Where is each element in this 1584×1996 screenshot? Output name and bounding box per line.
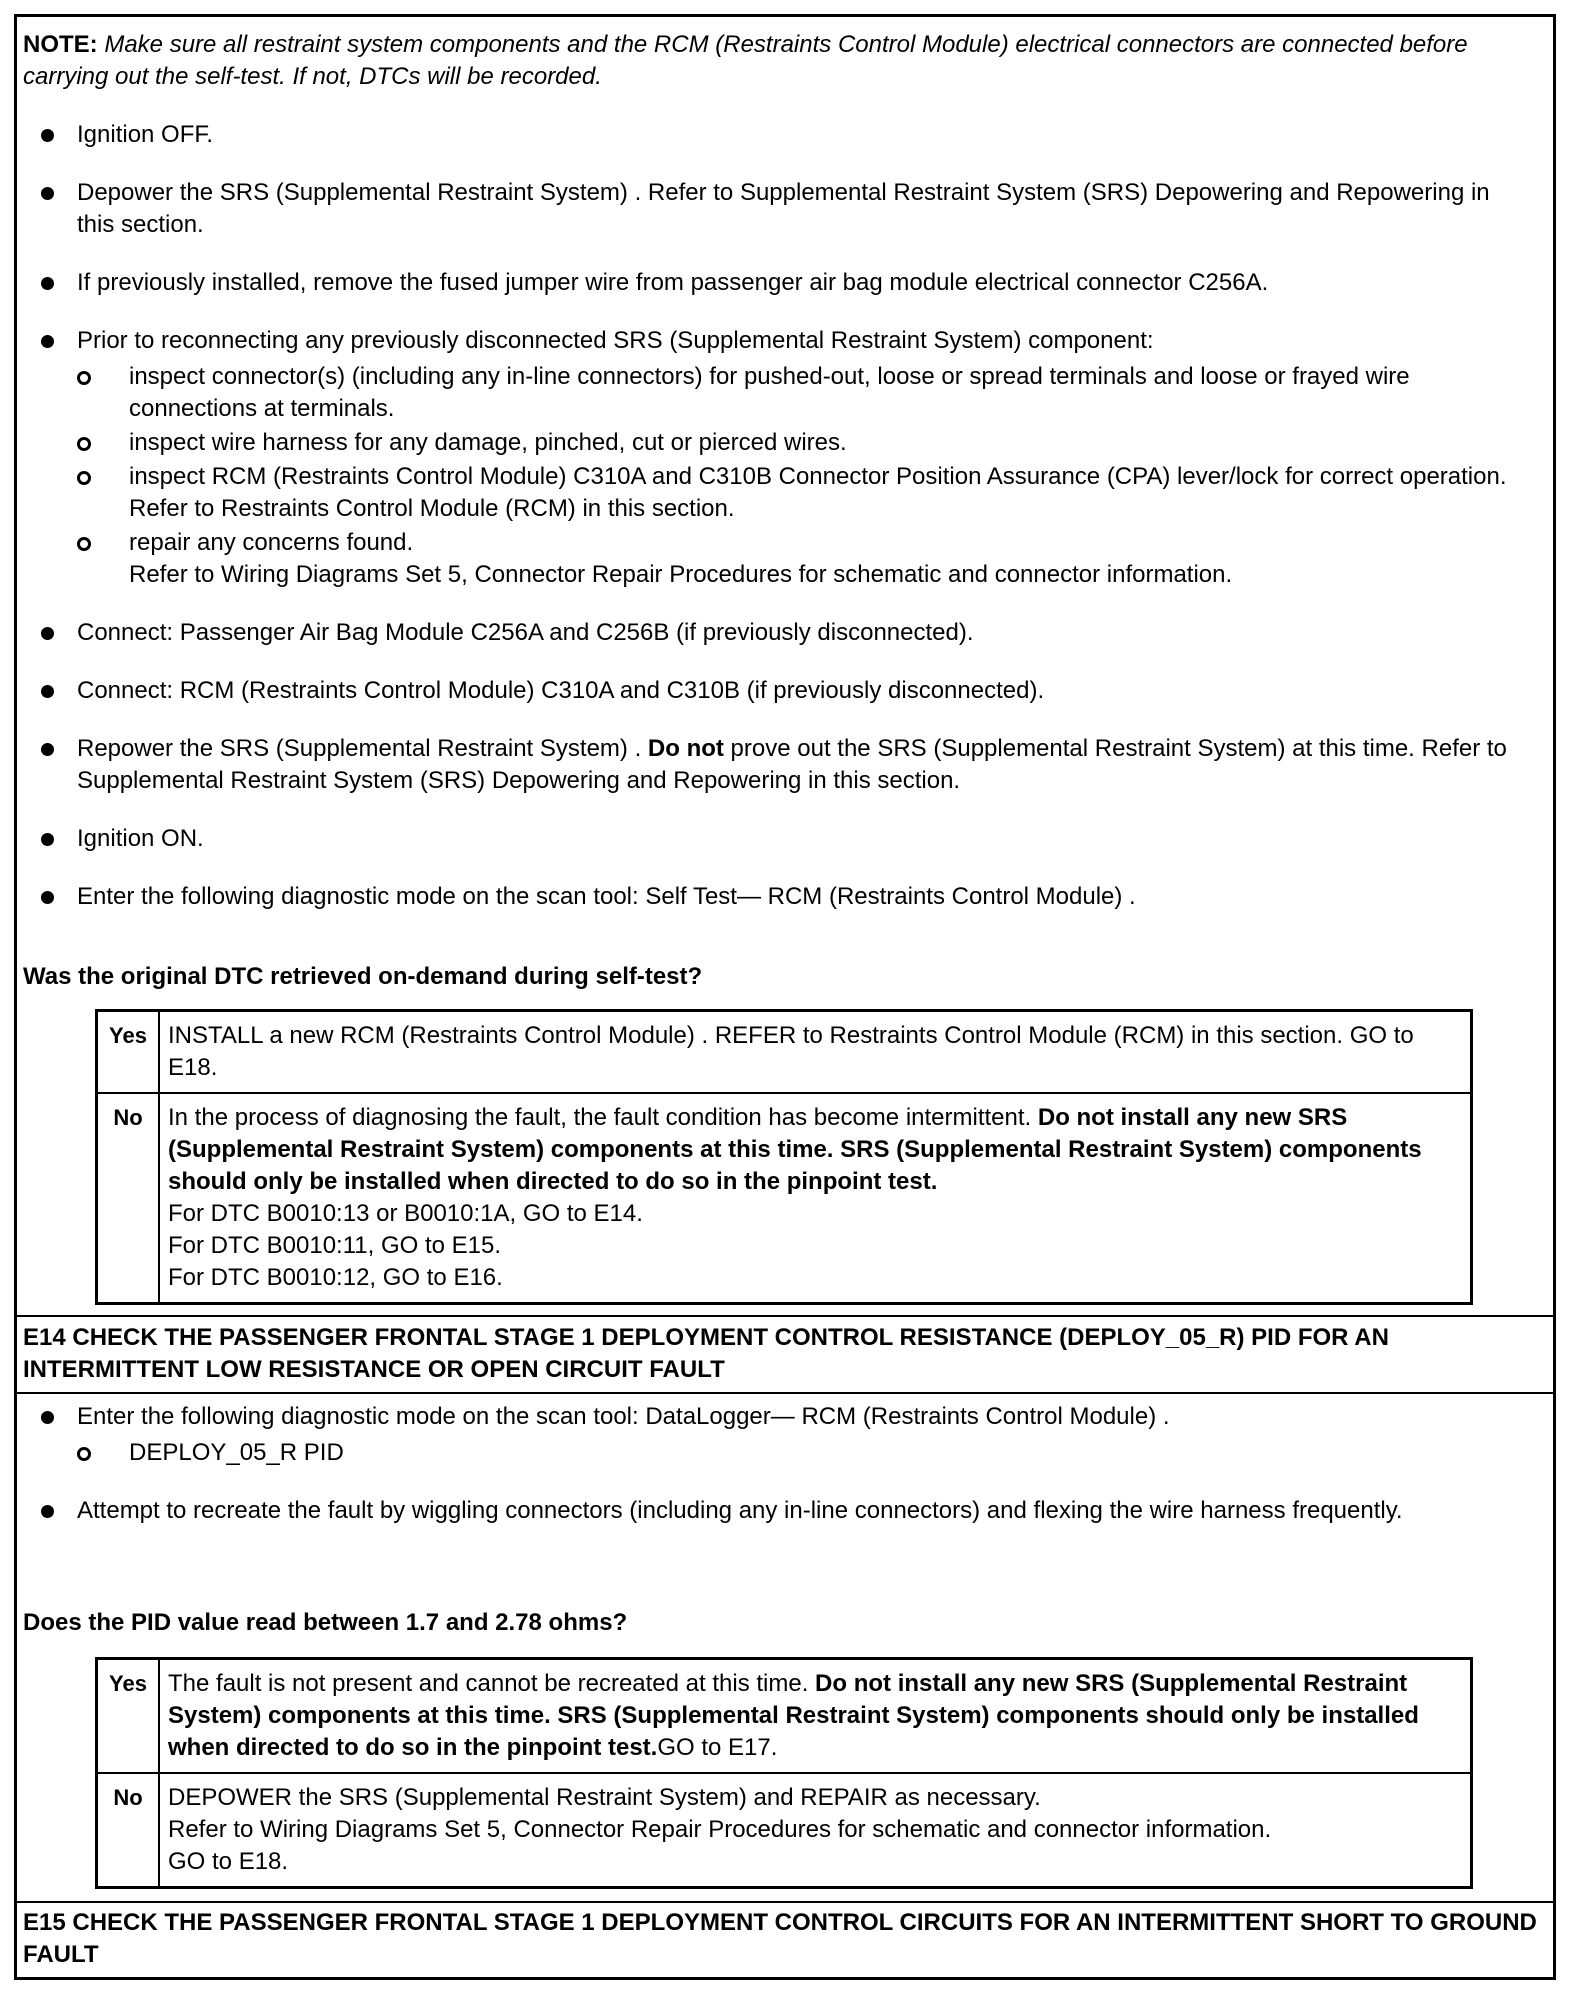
list-item: Repower the SRS (Supplemental Restraint System) . Do not prove out the SRS (Supplemental Restraint System) at this time. Refer to Supplemental Restraint System (SRS) Depowering and Repowering in this section. <box>23 733 1533 797</box>
yes-no-table-e13 <box>95 1009 1473 1305</box>
sub-list <box>77 361 1533 591</box>
step-e13-actions <box>23 119 1533 939</box>
note-label: NOTE: <box>23 31 98 58</box>
section-divider <box>17 1901 1553 1903</box>
section-divider <box>17 1315 1553 1317</box>
sub-list-item: inspect wire harness for any damage, pinched, cut or pierced wires. <box>77 427 1533 459</box>
table-row <box>97 1093 1472 1304</box>
list-item: Prior to reconnecting any previously disconnected SRS (Supplemental Restraint System) component: inspect connector(s) (including any in-line connectors) for pushed-out, loose or spread terminals and loose or frayed wire connections at terminals. inspect wire harness for any damage, pinched, cut or pierced wires. inspect RCM (Restraints Control Module) C310A and C310B Connector Position Assurance (CPA) lever/lock for correct operation. Refer to Restraints Control Module (RCM) in this section. repair any concerns found. Refer to Wiring Diagrams Set 5, Connector Repair Procedures for schematic and connector information. <box>23 325 1533 591</box>
step-e15-header: E15 CHECK THE PASSENGER FRONTAL STAGE 1 DEPLOYMENT CONTROL CIRCUITS FOR AN INTERMITTENT SHORT TO GROUND FAULT <box>23 1909 1537 1968</box>
list-item: Attempt to recreate the fault by wiggling connectors (including any in-line connectors) and flexing the wire harness frequently. <box>23 1495 1533 1527</box>
sub-list <box>77 1437 1533 1469</box>
no-label: No <box>97 1773 160 1888</box>
section-divider <box>17 1392 1553 1394</box>
no-answer: In the process of diagnosing the fault, the fault condition has become intermittent. Do not install any new SRS (Supplemental Restraint System) components at this time. SRS (Supplemental Restraint System) components should only be installed when directed to do so in the pinpoint test. For DTC B0010:13 or B0010:1A, GO to E14. For DTC B0010:11, GO to E15. For DTC B0010:12, GO to E16. <box>159 1093 1472 1304</box>
list-item: Depower the SRS (Supplemental Restraint System) . Refer to Supplemental Restraint System (SRS) Depowering and Repowering in this section. <box>23 177 1533 241</box>
question-e14: Does the PID value read between 1.7 and 2.78 ohms? <box>23 1609 628 1636</box>
step-e14-actions <box>23 1401 1533 1553</box>
yes-no-table-e14 <box>95 1657 1473 1889</box>
list-item: Connect: RCM (Restraints Control Module) C310A and C310B (if previously disconnected). <box>23 675 1533 707</box>
sub-list-item: DEPLOY_05_R PID <box>77 1437 1533 1469</box>
yes-answer: The fault is not present and cannot be recreated at this time. Do not install any new SRS (Supplemental Restraint System) components at this time. SRS (Supplemental Restraint System) components should only be installed when directed to do so in the pinpoint test.GO to E17. <box>159 1659 1472 1774</box>
no-label: No <box>97 1093 160 1304</box>
note-text: Make sure all restraint system components and the RCM (Restraints Control Module) electrical connectors are connected before carrying out the self-test. If not, DTCs will be recorded. <box>23 31 1468 90</box>
list-item: Enter the following diagnostic mode on the scan tool: Self Test— RCM (Restraints Control Module) . <box>23 881 1533 913</box>
yes-label: Yes <box>97 1011 160 1094</box>
step-e14-header: E14 CHECK THE PASSENGER FRONTAL STAGE 1 DEPLOYMENT CONTROL RESISTANCE (DEPLOY_05_R) PID FOR AN INTERMITTENT LOW RESISTANCE OR OPEN CIRCUIT FAULT <box>23 1324 1389 1383</box>
table-row <box>97 1659 1472 1774</box>
question-e13: Was the original DTC retrieved on-demand during self-test? <box>23 963 703 990</box>
note-paragraph <box>23 29 1533 93</box>
list-item: Connect: Passenger Air Bag Module C256A and C256B (if previously disconnected). <box>23 617 1533 649</box>
procedure-page <box>14 14 1556 1980</box>
yes-answer: INSTALL a new RCM (Restraints Control Module) . REFER to Restraints Control Module (RCM) in this section. GO to E18. <box>159 1011 1472 1094</box>
no-answer: DEPOWER the SRS (Supplemental Restraint System) and REPAIR as necessary. Refer to Wiring Diagrams Set 5, Connector Repair Procedures for schematic and connector information. GO to E18. <box>159 1773 1472 1888</box>
sub-list-item: inspect connector(s) (including any in-line connectors) for pushed-out, loose or spread terminals and loose or frayed wire connections at terminals. <box>77 361 1533 425</box>
sub-list-item: repair any concerns found. Refer to Wiring Diagrams Set 5, Connector Repair Procedures for schematic and connector information. <box>77 527 1533 591</box>
yes-label: Yes <box>97 1659 160 1774</box>
action-list <box>23 119 1533 913</box>
table-row <box>97 1011 1472 1094</box>
list-item: Ignition ON. <box>23 823 1533 855</box>
list-item: Enter the following diagnostic mode on the scan tool: DataLogger— RCM (Restraints Control Module) . DEPLOY_05_R PID <box>23 1401 1533 1469</box>
list-item: Ignition OFF. <box>23 119 1533 151</box>
action-list <box>23 1401 1533 1527</box>
sub-list-item: inspect RCM (Restraints Control Module) C310A and C310B Connector Position Assurance (CPA) lever/lock for correct operation. Refer to Restraints Control Module (RCM) in this section. <box>77 461 1533 525</box>
table-row <box>97 1773 1472 1888</box>
list-item: If previously installed, remove the fused jumper wire from passenger air bag module electrical connector C256A. <box>23 267 1533 299</box>
